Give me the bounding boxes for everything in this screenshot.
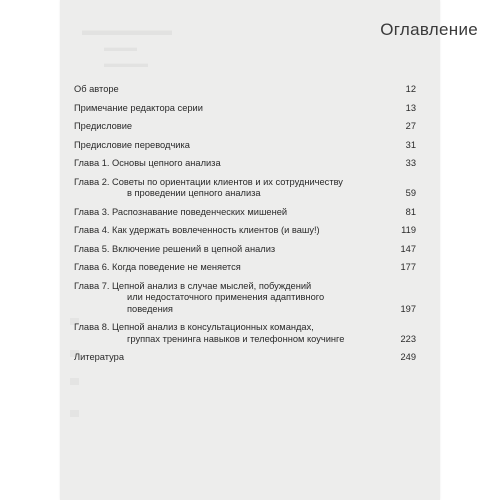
- toc-entry: [74, 322, 416, 345]
- toc-entry-page-number: 119: [401, 225, 416, 235]
- toc-entry-title-line: Литература: [74, 352, 125, 362]
- toc-entry-title-line: Глава 3. Распознавание поведенческих мишеней: [74, 206, 288, 217]
- toc-entry-title: [74, 103, 203, 115]
- toc-entry-title: [74, 177, 343, 200]
- toc-entry-title: [74, 225, 320, 237]
- toc-entry-title-line: Глава 6. Когда поведение не меняется: [74, 262, 241, 272]
- bleed-through-mark: [70, 410, 79, 417]
- toc-entry-title: [74, 207, 287, 219]
- toc-entry-title: [74, 158, 221, 170]
- toc-entry-title: [74, 84, 119, 96]
- toc-entry: [74, 225, 416, 237]
- toc-entry: [74, 262, 416, 274]
- toc-entry-title-line: Глава 4. Как удержать вовлеченность клиентов (и вашу!): [74, 225, 320, 235]
- toc-entry: [74, 244, 416, 256]
- toc-entry-page-number: 177: [400, 262, 416, 272]
- toc-entry: [74, 158, 416, 170]
- table-of-contents: [74, 84, 416, 371]
- bleed-through-text: ▬▬▬▬▬▬: [82, 22, 172, 39]
- toc-entry: [74, 103, 416, 115]
- toc-entry-title-continuation: в проведении цепного анализа: [127, 188, 261, 198]
- bleed-through-mark: [70, 378, 79, 385]
- toc-entry-title-line: Об авторе: [74, 84, 119, 94]
- toc-entry-page-number: 223: [400, 333, 416, 344]
- toc-entry-title-line: Примечание редактора серии: [74, 102, 203, 113]
- toc-entry: [74, 207, 416, 219]
- toc-entry-title: [74, 121, 132, 133]
- toc-entry-page-number: 31: [405, 139, 416, 150]
- toc-entry-title-line: Глава 8. Цепной анализ в консультационных командах,: [74, 322, 314, 332]
- bleed-through-text: ▬▬▬▬: [104, 58, 148, 70]
- toc-entry-title-line: Предисловие: [74, 121, 133, 131]
- toc-entry-page-number: 197: [400, 303, 416, 314]
- toc-entry-title-continuation: группах тренинга навыков и телефонном коучинге: [127, 333, 345, 344]
- toc-entry-page-number: 12: [405, 84, 416, 94]
- toc-entry-title-line: Глава 7. Цепной анализ в случае мыслей, побуждений: [74, 280, 312, 291]
- toc-entry-title: [74, 322, 344, 345]
- toc-entry-title-line: Глава 2. Советы по ориентации клиентов и их сотрудничеству: [74, 176, 343, 187]
- toc-entry: [74, 281, 416, 316]
- toc-entry-page-number: 249: [400, 352, 416, 362]
- toc-entry-title: [74, 262, 241, 274]
- toc-entry: [74, 121, 416, 133]
- toc-entry-page-number: 13: [405, 102, 416, 113]
- toc-entry-title-line: Предисловие переводчика: [74, 139, 190, 150]
- toc-entry-page-number: 147: [400, 243, 416, 254]
- toc-entry-title-line: Глава 5. Включение решений в цепной анализ: [74, 243, 276, 254]
- toc-entry-page-number: 81: [405, 206, 416, 217]
- toc-entry-title-line: Глава 1. Основы цепного анализа: [74, 158, 221, 168]
- toc-entry-title-continuation: или недостаточного применения адаптивного поведения: [127, 292, 325, 314]
- toc-entry: [74, 177, 416, 200]
- toc-entry: [74, 84, 416, 96]
- toc-entry-title: [74, 244, 275, 256]
- toc-entry-page-number: 33: [405, 158, 416, 168]
- toc-entry-title: [74, 281, 364, 316]
- page-title: Оглавление: [380, 20, 478, 39]
- toc-entry-title: [74, 352, 124, 364]
- toc-entry: [74, 352, 416, 364]
- toc-entry-page-number: 27: [405, 121, 416, 131]
- toc-entry-title: [74, 140, 190, 152]
- bleed-through-text: ▬▬▬: [104, 42, 137, 54]
- toc-entry-page-number: 59: [405, 188, 416, 198]
- toc-entry: [74, 140, 416, 152]
